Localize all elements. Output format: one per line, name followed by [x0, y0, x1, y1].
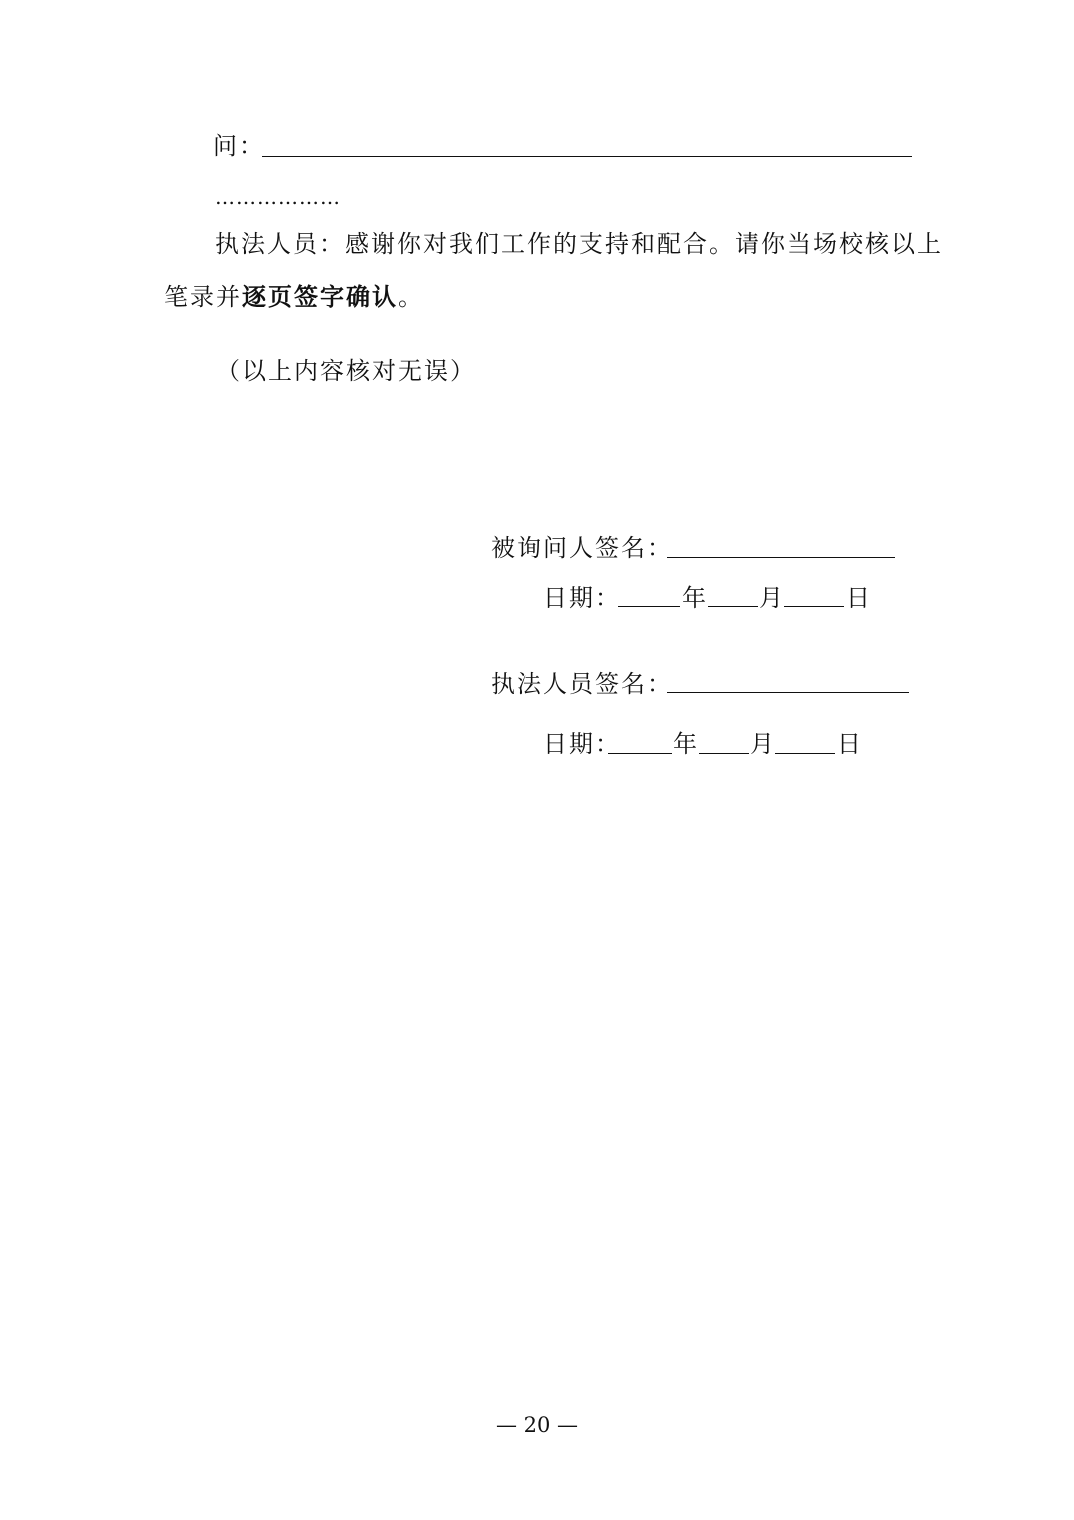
statement-prefix: 笔录并 — [164, 283, 242, 311]
question-label: 问： — [213, 132, 265, 160]
interviewee-month-blank — [708, 606, 758, 607]
officer-signature-label: 执法人员签名： — [491, 670, 673, 698]
interviewee-year-blank — [618, 606, 680, 607]
officer-statement-line1: 执法人员：感谢你对我们工作的支持和配合。请你当场校核以上 — [215, 230, 943, 258]
officer-statement-line2 — [164, 281, 424, 313]
interviewee-date-label: 日期： — [543, 584, 621, 612]
statement-emphasis: 逐页签字确认 — [242, 282, 398, 311]
officer-month-blank — [699, 753, 749, 754]
officer-day-label: 日 — [837, 730, 863, 758]
officer-year-label: 年 — [673, 730, 699, 758]
question-answer-line — [262, 156, 912, 157]
interviewee-month-label: 月 — [759, 584, 785, 612]
interviewee-day-blank — [784, 606, 844, 607]
officer-date-label: 日期： — [543, 730, 621, 758]
interviewee-signature-line — [667, 557, 895, 558]
interviewee-year-label: 年 — [682, 584, 708, 612]
officer-year-blank — [608, 753, 672, 754]
ellipsis-text: ……………… — [215, 185, 341, 209]
interviewee-signature-label: 被询问人签名： — [491, 534, 673, 562]
interviewee-day-label: 日 — [846, 584, 872, 612]
page-number: — 20 — — [495, 1413, 579, 1437]
officer-month-label: 月 — [750, 730, 776, 758]
officer-day-blank — [775, 753, 835, 754]
statement-suffix: 。 — [398, 283, 424, 311]
officer-signature-line — [667, 692, 909, 693]
verification-note: （以上内容核对无误） — [216, 357, 476, 385]
